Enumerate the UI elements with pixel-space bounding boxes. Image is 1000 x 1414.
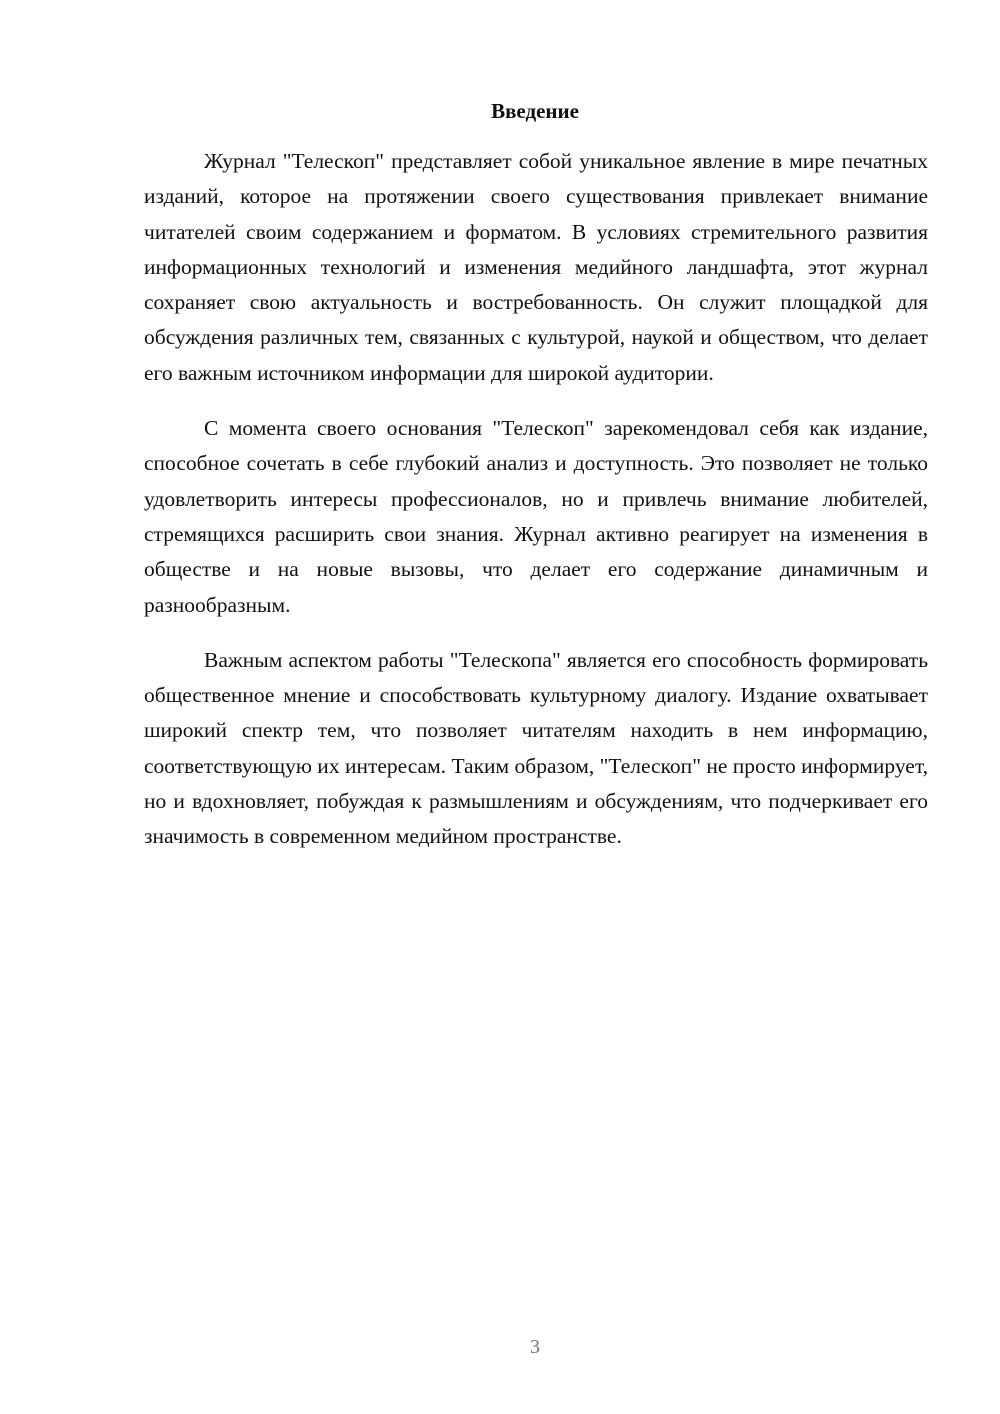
page-number: 3	[530, 1336, 540, 1358]
paragraph-1: Журнал "Телескоп" представляет собой уникальное явление в мире печатных изданий, которое на протяжении своего существования привлекает внимание читателей своим содержанием и форматом. В условиях стремительного развития информационных технологий и изменения медийного ландшафта, этот журнал сохраняет свою актуальность и востребованность. Он служит площадкой для обсуждения различных тем, связанных с культурой, наукой и обществом, что делает его важным источником информации для широкой аудитории.	[144, 149, 928, 385]
section-heading: Введение	[491, 99, 579, 123]
body-text	[144, 144, 928, 875]
paragraph-2: С момента своего основания "Телескоп" зарекомендовал себя как издание, способное сочетать в себе глубокий анализ и доступность. Это позволяет не только удовлетворить интересы профессионалов, но и привлечь внимание любителей, стремящихся расширить свои знания. Журнал активно реагирует на изменения в обществе и на новые вызовы, что делает его содержание динамичным и разнообразным.	[144, 416, 928, 617]
paragraph-3: Важным аспектом работы "Телескопа" является его способность формировать общественное мнение и способствовать культурному диалогу. Издание охватывает широкий спектр тем, что позволяет читателям находить в нем информацию, соответствующую их интересам. Таким образом, "Телескоп" не просто информирует, но и вдохновляет, побуждая к размышлениям и обсуждениям, что подчеркивает его значимость в современном медийном пространстве.	[144, 647, 928, 849]
